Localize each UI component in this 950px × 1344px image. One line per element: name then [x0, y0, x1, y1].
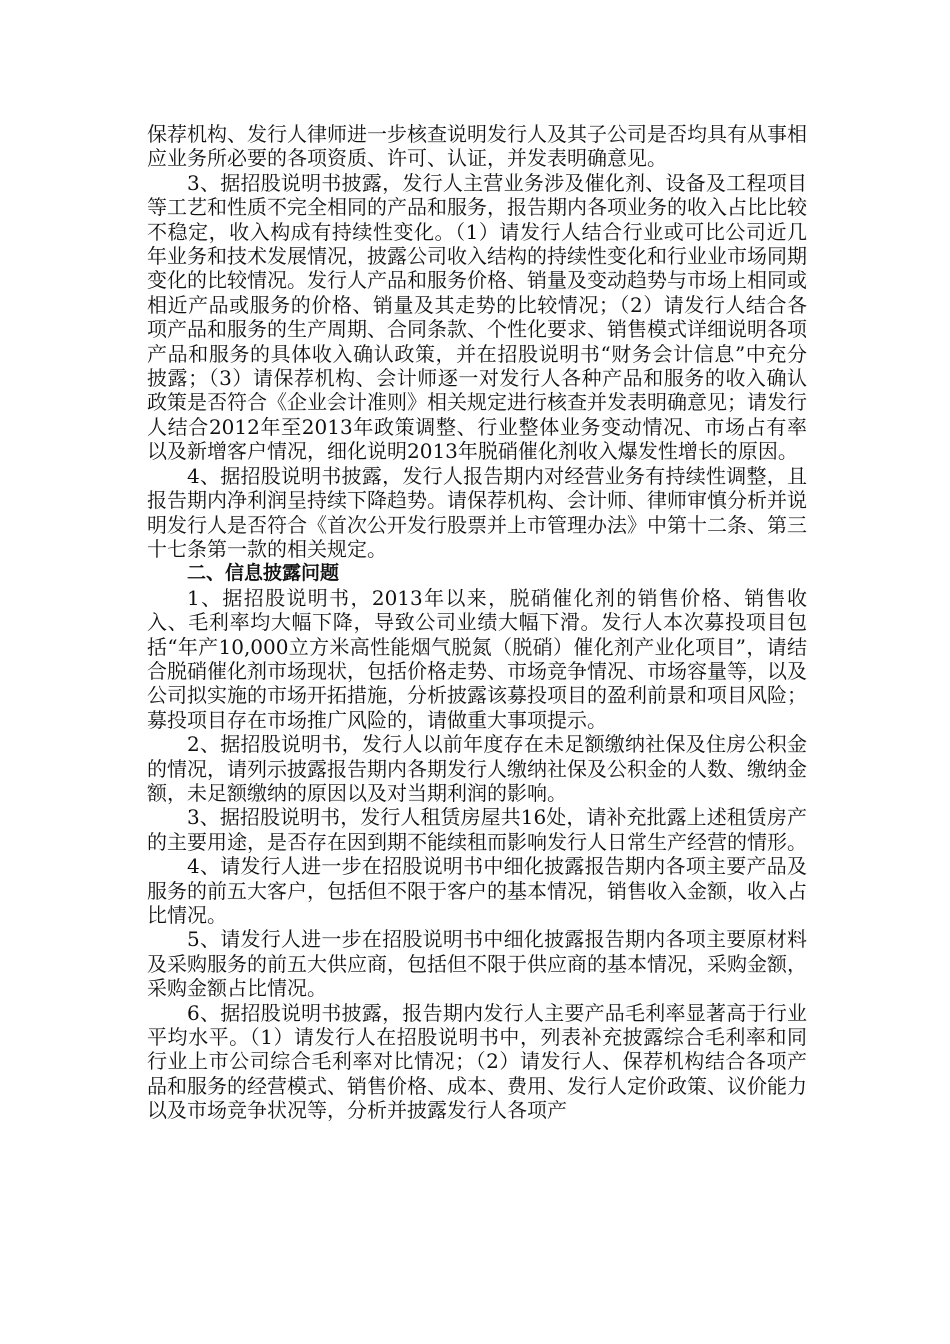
document-page	[147, 122, 807, 1123]
paragraph-item-3: 3、据招股说明书披露，发行人主营业务涉及催化剂、设备及工程项目等工艺和性质不完全相同的产品和服务，报告期内各项业务的收入占比比较不稳定，收入构成有持续性变化。（1）请发行人结合行业或可比公司近几年业务和技术发展情况，披露公司收入结构的持续性变化和行业业市场同期变化的比较情况。发行人产品和服务价格、销量及变动趋势与市场上相同或相近产品或服务的价格、销量及其走势的比较情况；（2）请发行人结合各项产品和服务的生产周期、合同条款、个性化要求、销售模式详细说明各项产品和服务的具体收入确认政策，并在招股说明书“财务会计信息”中充分披露；（3）请保荐机构、会计师逐一对发行人各种产品和服务的收入确认政策是否符合《企业会计准则》相关规定进行核查并发表明确意见；请发行人结合2012年至2013年政策调整、行业整体业务变动情况、市场占有率以及新增客户情况，细化说明2013年脱硝催化剂收入爆发性增长的原因。	[147, 170, 807, 464]
disclosure-item-2: 2、据招股说明书，发行人以前年度存在未足额缴纳社保及住房公积金的情况，请列示披露报告期内各期发行人缴纳社保及公积金的人数、缴纳金额，未足额缴纳的原因以及对当期利润的影响。	[147, 732, 807, 805]
section-heading: 二、信息披露问题	[187, 562, 340, 585]
disclosure-item-4: 4、请发行人进一步在招股说明书中细化披露报告期内各项主要产品及服务的前五大客户，包括但不限于客户的基本情况，销售收入金额，收入占比情况。	[147, 854, 807, 927]
paragraph-item-4: 4、据招股说明书披露，发行人报告期内对经营业务有持续性调整，且报告期内净利润呈持续下降趋势。请保荐机构、会计师、律师审慎分析并说明发行人是否符合《首次公开发行股票并上市管理办法》中第十二条、第三十七条第一款的相关规定。	[147, 463, 807, 561]
disclosure-item-5: 5、请发行人进一步在招股说明书中细化披露报告期内各项主要原材料及采购服务的前五大供应商，包括但不限于供应商的基本情况，采购金额，采购金额占比情况。	[147, 927, 807, 1001]
disclosure-item-1: 1、据招股说明书，2013年以来，脱硝催化剂的销售价格、销售收入、毛利率均大幅下降，导致公司业绩大幅下滑。发行人本次募投项目包括“年产10,000立方米高性能烟气脱氮（脱硝）催化剂产业化项目”，请结合脱硝催化剂市场现状，包括价格走势、市场竞争情况、市场容量等，以及公司拟实施的市场开拓措施，分析披露该募投项目的盈利前景和项目风险；募投项目存在市场推广风险的，请做重大事项提示。	[147, 585, 807, 732]
disclosure-item-3: 3、据招股说明书，发行人租赁房屋共16处，请补充批露上述租赁房产的主要用途，是否存在因到期不能续租而影响发行人日常生产经营的情形。	[147, 805, 807, 854]
paragraph-continuation: 保荐机构、发行人律师进一步核查说明发行人及其子公司是否均具有从事相应业务所必要的各项资质、许可、认证，并发表明确意见。	[147, 122, 807, 171]
disclosure-item-6: 6、据招股说明书披露，报告期内发行人主要产品毛利率显著高于行业平均水平。（1）请发行人在招股说明书中，列表补充披露综合毛利率和同行业上市公司综合毛利率对比情况；（2）请发行人、保荐机构结合各项产品和服务的经营模式、销售价格、成本、费用、发行人定价政策、议价能力以及市场竞争状况等，分析并披露发行人各项产	[147, 1000, 807, 1123]
